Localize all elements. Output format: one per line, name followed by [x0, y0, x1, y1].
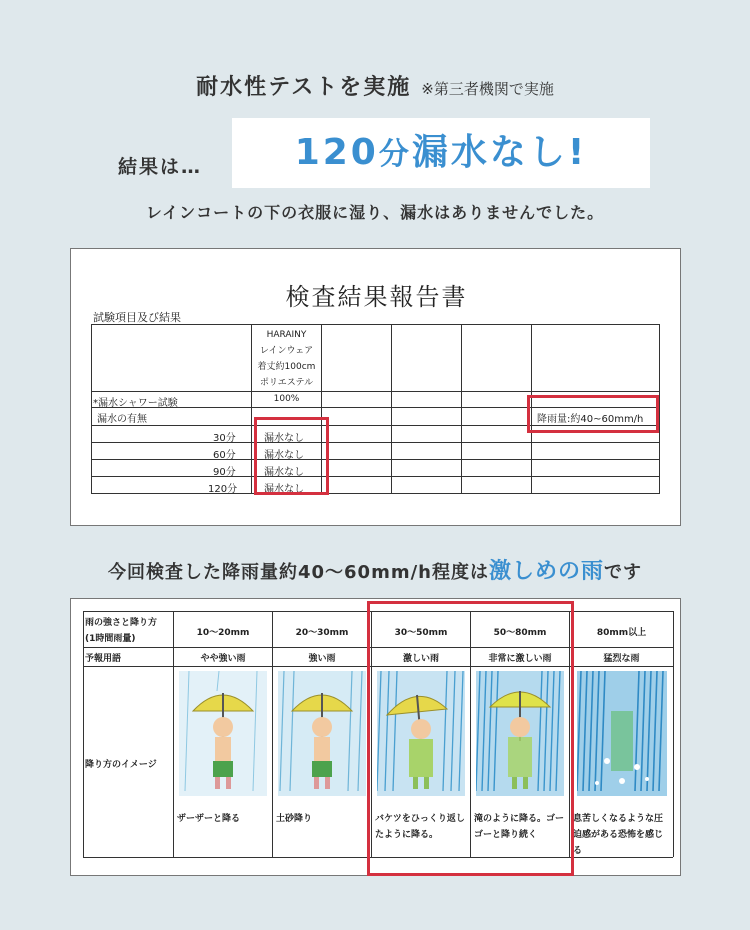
result-unit: 分 — [378, 137, 412, 172]
result-row-4: 漏水なし — [264, 484, 304, 495]
sample-type: レインウェア — [259, 346, 314, 356]
result-highlight-frame — [254, 417, 329, 495]
report-grid-line — [91, 493, 659, 494]
sample-length: 着丈約100cm — [257, 362, 316, 372]
image-label: 降り方のイメージ — [85, 760, 157, 770]
report-grid-line — [91, 476, 659, 477]
leak-label: 漏水の有無 — [97, 414, 147, 425]
time-row-3: 90分 — [213, 467, 236, 478]
desc-col-3: バケツをひっくり返したように降る。 — [375, 814, 465, 840]
forecast-label: 予報用語 — [85, 654, 122, 664]
term-col-1: やや強い雨 — [200, 654, 246, 664]
result-row-2: 漏水なし — [264, 450, 304, 461]
header-label — [85, 615, 173, 644]
result-row-1: 漏水なし — [264, 433, 304, 444]
table-grid-line — [83, 611, 84, 857]
title-text: 耐水性テストを実施 — [196, 75, 412, 100]
rainfall-caption — [0, 554, 750, 585]
report-grid-line — [91, 391, 659, 392]
rain-illustration-1 — [179, 671, 267, 796]
caption-before: 今回検査した降雨量約40～60mm/h程度は — [107, 562, 489, 583]
result-caption: レインコートの下の衣服に湿り、漏水はありませんでした。 — [145, 203, 605, 222]
term-col-4: 非常に激しい雨 — [488, 654, 552, 664]
range-col-1: 10～20mm — [196, 628, 250, 638]
rain-illustration-5 — [577, 671, 667, 796]
test-report-panel — [70, 248, 681, 526]
report-subtitle: 試験項目及び結果 — [93, 311, 181, 324]
caption-highlight: 激しめの雨 — [488, 559, 604, 584]
range-col-3: 30～50mm — [394, 628, 448, 638]
header-label-main: 雨の強さと降り方 — [85, 618, 158, 628]
result-headline — [232, 118, 650, 188]
report-grid-line — [461, 324, 462, 494]
rain-intensity-table — [70, 598, 681, 876]
report-grid-line — [659, 324, 660, 494]
table-grid-line — [272, 611, 273, 857]
term-col-2: 強い雨 — [308, 654, 336, 664]
range-col-2: 20～30mm — [295, 628, 349, 638]
header-label-sub: (1時間雨量) — [85, 634, 136, 644]
result-row-3: 漏水なし — [264, 467, 304, 478]
sample-material: ポリエステル100% — [259, 378, 314, 404]
sample-header — [252, 327, 321, 407]
report-grid-line — [91, 442, 659, 443]
range-col-5: 80mm以上 — [596, 628, 647, 638]
table-grid-line — [173, 611, 174, 857]
report-grid-line — [91, 324, 92, 494]
result-lead: 結果は… — [118, 156, 203, 178]
intensity-highlight-frame — [367, 601, 574, 876]
desc-col-2: 土砂降り — [276, 814, 313, 824]
rain-illustration-2 — [278, 671, 366, 796]
sample-name: HARAINY — [266, 330, 307, 340]
page-title — [0, 70, 750, 101]
term-col-5: 猛烈な雨 — [603, 654, 640, 664]
result-number: 120 — [294, 132, 379, 173]
desc-col-5: 息苦しくなるような圧迫感がある恐怖を感じる — [573, 814, 664, 856]
result-main: 漏水なし! — [411, 132, 588, 173]
report-grid-line — [91, 459, 659, 460]
desc-col-1: ザーザーと降る — [177, 814, 241, 824]
test-name: *漏水シャワー試験 — [93, 398, 178, 409]
report-grid-line — [91, 324, 659, 325]
rainfall-highlight-frame — [527, 395, 659, 433]
time-row-1: 30分 — [213, 433, 236, 444]
term-col-3: 激しい雨 — [402, 654, 439, 664]
report-title: 検査結果報告書 — [285, 283, 468, 311]
time-row-2: 60分 — [213, 450, 236, 461]
desc-col-4: 滝のように降る。ゴーゴーと降り続く — [474, 814, 565, 840]
range-col-4: 50～80mm — [493, 628, 547, 638]
caption-after: です — [604, 562, 642, 583]
table-grid-line — [673, 611, 674, 857]
title-note: ※第三者機関で実施 — [421, 80, 554, 98]
report-grid-line — [391, 324, 392, 494]
time-row-4: 120分 — [208, 484, 238, 495]
rainfall-label: 降雨量:約40~60mm/h — [537, 414, 644, 425]
